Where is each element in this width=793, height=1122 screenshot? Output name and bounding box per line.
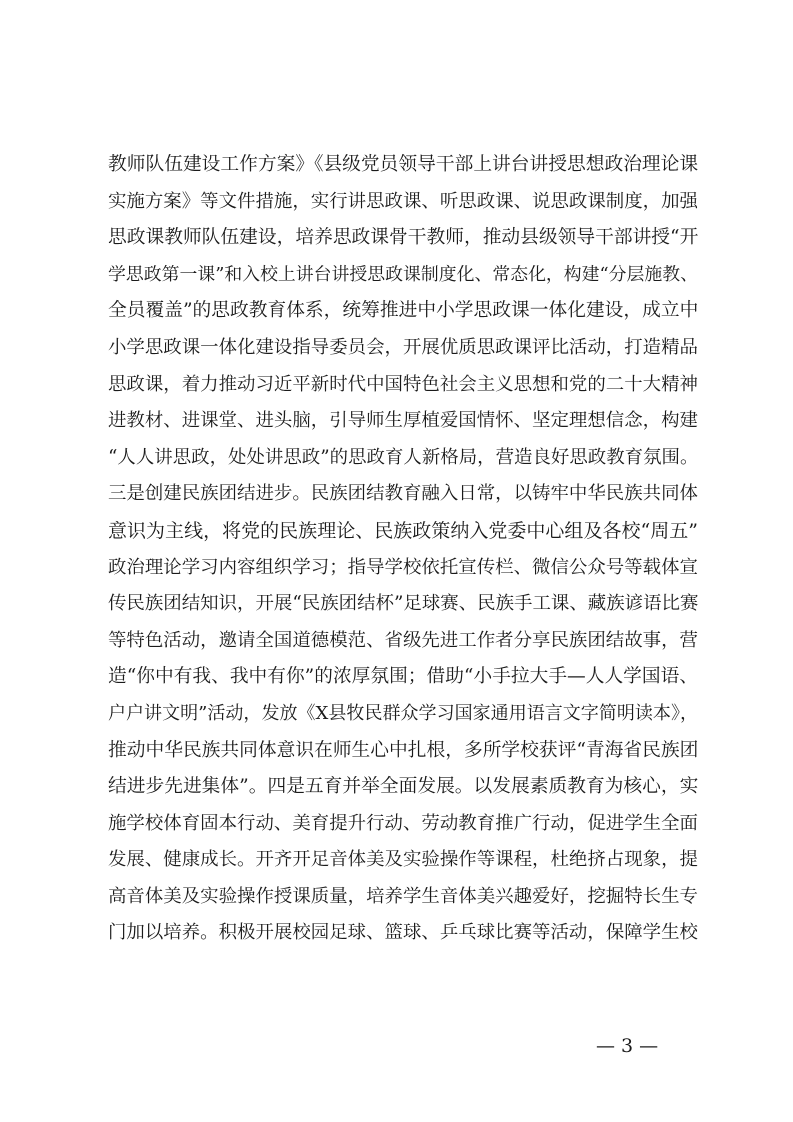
text-line: 施学校体育固本行动、美育提升行动、劳动教育推广行动，促进学生全面 — [108, 812, 698, 834]
text-line: 户户讲文明”活动，发放《X县牧民群众学习国家通用语言文字简明读本》， — [108, 702, 698, 724]
text-line: 思政课，着力推动习近平新时代中国特色社会主义思想和党的二十大精神 — [108, 373, 698, 395]
text-line: 三是创建民族团结进步。民族团结教育融入日常，以铸牢中华民族共同体 — [108, 483, 698, 505]
body-text — [108, 147, 698, 952]
text-line: 小学思政课一体化建设指导委员会，开展优质思政课评比活动，打造精品 — [108, 336, 698, 358]
text-line: 意识为主线，将党的民族理论、民族政策纳入党委中心组及各校“周五” — [108, 519, 698, 542]
text-line: 教师队伍建设工作方案》《县级党员领导干部上讲台讲授思想政治理论课 — [108, 154, 699, 175]
text-line: 高音体美及实验操作授课质量，培养学生音体美兴趣爱好，挖掘特长生专 — [108, 885, 698, 907]
text-line: 造“你中有我、我中有你”的浓厚氛围；借助“小手拉大手—人人学国语、 — [108, 666, 698, 688]
text-line: 实施方案》等文件措施，实行讲思政课、听思政课、说思政课制度，加强 — [108, 190, 698, 212]
text-line: 政治理论学习内容组织学习；指导学校依托宣传栏、微信公众号等载体宣 — [108, 556, 698, 578]
text-line: 等特色活动，邀请全国道德模范、省级先进工作者分享民族团结故事，营 — [108, 629, 698, 651]
text-line: 发展、健康成长。开齐开足音体美及实验操作等课程，杜绝挤占现象，提 — [108, 849, 698, 871]
text-line: 推动中华民族共同体意识在师生心中扎根，多所学校获评“青海省民族团 — [108, 739, 699, 761]
page-number: — 3 — — [596, 1035, 659, 1057]
text-line: 学思政第一课”和入校上讲台讲授思政课制度化、常态化，构建“分层施教、 — [108, 263, 698, 285]
text-line: 结进步先进集体”。四是五育并举全面发展。以发展素质教育为核心，实 — [108, 776, 699, 798]
text-line: 传民族团结知识，开展“民族团结杯”足球赛、民族手工课、藏族谚语比赛 — [108, 593, 699, 615]
text-line: 门加以培养。积极开展校园足球、篮球、乒乓球比赛等活动，保障学生校 — [108, 922, 698, 944]
text-line: 思政课教师队伍建设，培养思政课骨干教师，推动县级领导干部讲授“开 — [108, 227, 699, 249]
text-line: 进教材、进课堂、进头脑，引导师生厚植爱国情怀、坚定理想信念，构建 — [108, 410, 698, 432]
text-line: “人人讲思政，处处讲思政”的思政育人新格局，营造良好思政教育氛围。 — [108, 446, 699, 468]
text-line: 全员覆盖”的思政教育体系，统筹推进中小学思政课一体化建设，成立中 — [108, 300, 699, 322]
